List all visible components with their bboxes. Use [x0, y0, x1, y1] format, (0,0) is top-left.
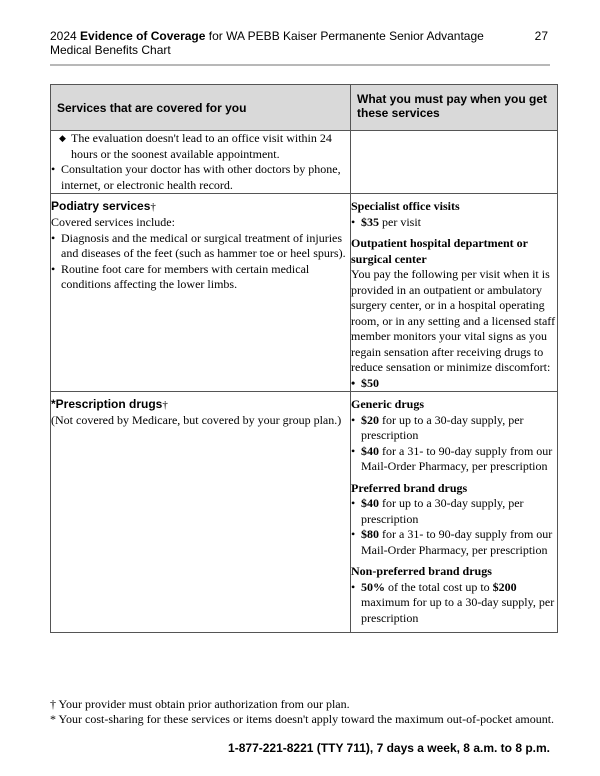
header-divider — [50, 64, 550, 66]
header-doc-rest: for WA PEBB Kaiser Permanente Senior Advantage — [208, 29, 484, 43]
specialist-title: Specialist office visits — [351, 199, 460, 213]
diamond-text: The evaluation doesn't lead to an office visit within 24 hours or the soonest available appointment. — [71, 131, 332, 161]
table-row — [51, 392, 558, 633]
prescription-title-text: Prescription drugs — [55, 397, 163, 411]
nonpreferred-title: Non-preferred brand drugs — [351, 564, 492, 578]
cost-cell — [351, 131, 558, 194]
amount: $20 — [361, 412, 379, 427]
prescription-note: (Not covered by Medicare, but covered by your group plan.) — [51, 413, 342, 427]
header-doc-bold: Evidence of Coverage — [80, 29, 206, 43]
dagger-mark: † — [150, 201, 156, 213]
list-item: • Consultation your doctor has with other doctors by phone, internet, or electronic health record. — [51, 162, 350, 193]
list-item — [351, 215, 557, 231]
table-row — [51, 131, 558, 194]
list-item: • Diagnosis and the medical or surgical treatment of injuries and diseases of the feet (such as hammer toe or heel spurs). — [51, 231, 350, 262]
cost-cell — [351, 392, 558, 633]
list-item — [351, 413, 557, 444]
podiatry-title-text: Podiatry services — [51, 199, 151, 213]
specialist-rest: per visit — [382, 214, 421, 229]
list-item: • $50 — [351, 376, 557, 392]
amount-rest: for up to a 30-day supply, per prescription — [361, 496, 524, 526]
dagger-mark: † — [162, 399, 168, 411]
page-header — [50, 29, 550, 57]
services-cell — [51, 131, 351, 194]
specialist-amount: $35 — [361, 214, 379, 229]
amount: $40 — [361, 496, 379, 510]
amount: $40 — [361, 443, 379, 458]
amount-rest: maximum for up to a 30-day supply, per prescription — [361, 595, 555, 625]
list-item — [351, 580, 557, 627]
benefits-table — [50, 84, 558, 633]
document-title — [50, 29, 550, 43]
services-cell — [51, 194, 351, 392]
footnotes — [50, 697, 570, 727]
list-item — [351, 444, 557, 475]
list-item — [351, 527, 557, 558]
amount: 50% — [361, 579, 385, 594]
amount: $80 — [361, 527, 379, 541]
col1-header: Services that are covered for you — [51, 85, 351, 131]
amount-max: $200 — [492, 579, 517, 594]
podiatry-intro: Covered services include: — [51, 215, 175, 229]
prescription-title — [51, 397, 350, 413]
preferred-title: Preferred brand drugs — [351, 480, 468, 495]
outpatient-text: You pay the following per visit when it is provided in an outpatient or ambulatory surgery center, or in a hospital operating room, or in any setting and a licensed staff member monitors your vital signs as you regain sensation after receiving drugs to reduce sensation or minimize discomfort: — [351, 267, 556, 374]
page-number: 27 — [534, 29, 548, 43]
services-cell — [51, 392, 351, 633]
list-item: • Routine foot care for members with certain medical conditions affecting the lower limbs. — [51, 262, 350, 293]
table-row — [51, 194, 558, 392]
cost-cell — [351, 194, 558, 392]
footer-phone: 1-877-221-8221 (TTY 711), 7 days a week, 8 a.m. to 8 p.m. — [228, 741, 550, 755]
outpatient-title: Outpatient hospital department or surgical center — [351, 236, 528, 266]
col2-header: What you must pay when you get these services — [351, 85, 558, 131]
list-item — [51, 131, 350, 162]
podiatry-title — [51, 199, 350, 215]
generic-title: Generic drugs — [351, 397, 424, 411]
amount-rest: for a 31- to 90-day supply from our Mail-Order Pharmacy, per prescription — [361, 527, 553, 557]
amount-rest: for a 31- to 90-day supply from our Mail-Order Pharmacy, per prescription — [361, 443, 553, 473]
list-item — [351, 496, 557, 527]
diamond-bullet-icon: ◆ — [59, 133, 66, 143]
table-header-row — [51, 85, 558, 131]
header-year: 2024 — [50, 29, 77, 43]
footnote-dagger: † Your provider must obtain prior authorization from our plan. — [50, 697, 350, 711]
amount-mid: of the total cost up to — [388, 579, 490, 594]
amount-rest: for up to a 30-day supply, per prescription — [361, 412, 524, 442]
header-subtitle: Medical Benefits Chart — [50, 43, 171, 57]
footnote-asterisk: * Your cost-sharing for these services or items doesn't apply toward the maximum out-of-pocket amount. — [50, 712, 555, 726]
asterisk-mark: * — [51, 397, 56, 411]
